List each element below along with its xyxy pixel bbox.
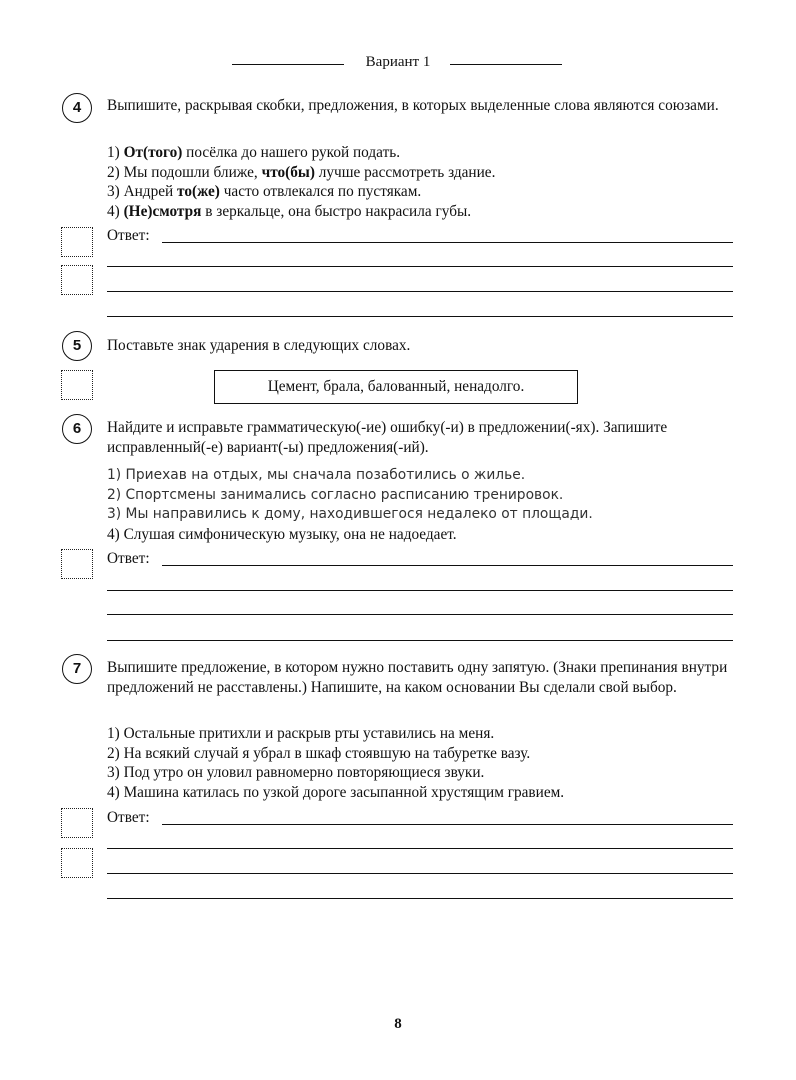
- task-7-answer-label: Ответ:: [107, 809, 150, 826]
- task-7-score-box-1[interactable]: [61, 808, 93, 838]
- task-4-option-2: 2) Мы подошли ближе, что(бы) лучше рассмотреть здание.: [107, 163, 496, 181]
- task-4-option-4: 4) (Не)смотря в зеркальце, она быстро накрасила губы.: [107, 202, 472, 220]
- task-6-score-box[interactable]: [61, 549, 93, 579]
- task-4-answer-line[interactable]: [162, 242, 733, 243]
- task-4-question: Выпишите, раскрывая скобки, предложения, в которых выделенные слова являются союзами.: [107, 97, 719, 114]
- task-6-answer-line-4[interactable]: [107, 640, 733, 641]
- task-4-option-1: 1) От(того) посёлка до нашего рукой подать.: [107, 144, 401, 161]
- task-6-question: Найдите и исправьте грамматическую(-ие) ошибку(-и) в предложении(-ях). Запишите исправленный(-е) вариант(-ы) предложения(-ий).: [107, 419, 668, 456]
- task-7-options: [107, 724, 732, 802]
- task-4-score-box-2[interactable]: [61, 265, 93, 295]
- task-6-option-1: 1) Приехав на отдых, мы сначала позаботились о жилье.: [107, 467, 526, 483]
- page-header: [0, 54, 796, 74]
- task-4-answer-row[interactable]: [107, 226, 733, 246]
- task-6-answer-label: Ответ:: [107, 550, 150, 567]
- task-4-number: 4: [62, 93, 92, 123]
- task-6-option-4: 4) Слушая симфоническую музыку, она не надоедает.: [107, 525, 457, 543]
- task-7-answer-line[interactable]: [162, 824, 733, 825]
- task-4-score-box-1[interactable]: [61, 227, 93, 257]
- task-7-option-4: 4) Машина катилась по узкой дороге засыпанной хрустящим гравием.: [107, 783, 565, 801]
- header-rule-right: [450, 64, 562, 65]
- task-7-answer-line-3[interactable]: [107, 873, 733, 874]
- task-4-answer-label: Ответ:: [107, 227, 150, 244]
- task-7-answer-line-4[interactable]: [107, 898, 733, 899]
- task-7-answer-line-2[interactable]: [107, 848, 733, 849]
- task-4-answer-line-2[interactable]: [107, 266, 733, 267]
- task-6-answer-line-2[interactable]: [107, 590, 733, 591]
- task-7-score-box-2[interactable]: [61, 848, 93, 878]
- task-5-word-box: Цемент, брала, балованный, ненадолго.: [214, 370, 578, 404]
- variant-title: Вариант 1: [365, 54, 431, 70]
- task-7-question: Выпишите предложение, в котором нужно поставить одну запятую. (Знаки препинания внутри предложений не расставлены.) Напишите, на каком основании Вы сделали свой выбор.: [107, 659, 728, 696]
- task-4-options: [107, 143, 732, 221]
- task-4-answer-line-3[interactable]: [107, 291, 733, 292]
- task-4-answer-line-4[interactable]: [107, 316, 733, 317]
- task-7-answer-row[interactable]: [107, 808, 733, 828]
- task-5-number: 5: [62, 331, 92, 361]
- task-7-option-1: 1) Остальные притихли и раскрыв рты уставились на меня.: [107, 725, 495, 742]
- task-6-answer-line[interactable]: [162, 565, 733, 566]
- task-6-number: 6: [62, 414, 92, 444]
- task-7-number: 7: [62, 654, 92, 684]
- task-7-option-3: 3) Под утро он уловил равномерно повторяющиеся звуки.: [107, 764, 485, 781]
- task-5-score-box[interactable]: [61, 370, 93, 400]
- task-7-option-2: 2) На всякий случай я убрал в шкаф стоявшую на табуретке вазу.: [107, 744, 531, 762]
- header-rule-left: [232, 64, 344, 65]
- task-6-answer-line-3[interactable]: [107, 614, 733, 615]
- task-5-question: Поставьте знак ударения в следующих словах.: [107, 337, 411, 354]
- page-number: 8: [394, 1016, 402, 1032]
- task-4-option-3: 3) Андрей то(же) часто отвлекался по пустякам.: [107, 183, 422, 200]
- task-6-options: [107, 466, 732, 544]
- task-6-option-3: 3) Мы направились к дому, находившегося недалеко от площади.: [107, 506, 593, 522]
- task-6-answer-row[interactable]: [107, 549, 733, 569]
- task-6-option-2: 2) Спортсмены занимались согласно расписанию тренировок.: [107, 486, 564, 503]
